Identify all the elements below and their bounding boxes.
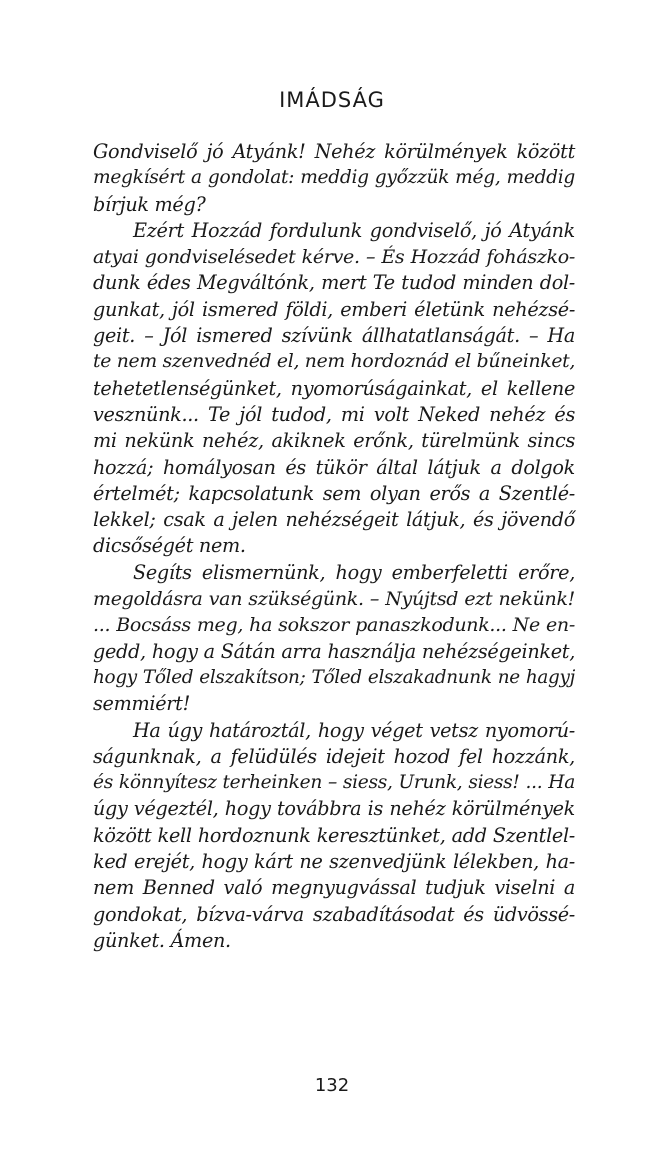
page-title: IMÁDSÁG <box>279 88 385 112</box>
text-line: mi nekünk nehéz, akiknek erőnk, türelmünk sincs <box>93 429 575 453</box>
text-line: te nem szenvednéd el, nem hordoznád el bűneinket, <box>93 351 576 373</box>
text-line: megoldásra van szükségünk. – Nyújtsd ezt nekünk! <box>93 588 575 611</box>
page-number: 132 <box>314 1075 350 1096</box>
text-line: hogy Tőled elszakítson; Tőled elszakadnunk ne hagyj <box>93 666 575 688</box>
text-line: között kell hordoznunk keresztünket, add Szentlel- <box>93 823 575 847</box>
text-line: megkísért a gondolat: meddig győzzük még, meddig <box>93 167 575 189</box>
text-line: vesznünk... Te jól tudod, mi volt Neked nehéz és <box>93 402 575 426</box>
text-line: gedd, hogy a Sátán arra használja nehézségeinket, <box>93 639 575 663</box>
text-line: bírjuk még? <box>93 192 206 216</box>
text-line: ságunknak, a felüdülés idejeit hozod fel hozzánk, <box>93 744 575 768</box>
text-line: dicsőségét nem. <box>93 534 246 558</box>
text-line: tehetetlenségünket, nyomorúságainkat, el kellene <box>93 376 575 400</box>
text-line: gondokat, bízva-várva szabadításodat és üdvössé- <box>93 902 575 926</box>
text-line: semmiért! <box>93 692 190 716</box>
text-line: Ezért Hozzád fordulunk gondviselő, jó Atyánk <box>133 218 575 242</box>
text-line: günket. Ámen. <box>93 928 231 952</box>
text-line: geit. – Jól ismered szívünk állhatatlanságát. – Ha <box>93 324 575 348</box>
text-line: Gondviselő jó Atyánk! Nehéz körülmények között <box>93 140 575 163</box>
text-line: lekkel; csak a jelen nehézségeit látjuk, és jövendő <box>93 508 575 532</box>
text-line: Segíts elismernünk, hogy emberfeletti erőre, <box>133 560 575 584</box>
prayer-text <box>93 139 575 954</box>
text-line: atyai gondviselésedet kérve. – És Hozzád fohászko- <box>93 246 575 269</box>
text-line: dunk édes Megváltónk, mert Te tudod minden dol- <box>93 271 575 295</box>
text-line: és könnyítesz terheinken – siess, Urunk, siess! ... Ha <box>93 772 575 794</box>
text-line: értelmét; kapcsolatunk sem olyan erős a Szentlé- <box>93 481 575 505</box>
text-line: Ha úgy határoztál, hogy véget vetsz nyomorú- <box>133 718 575 742</box>
text-line: ked erejét, hogy kárt ne szenvedjünk lélekben, ha- <box>93 850 575 874</box>
text-line: nem Benned való megnyugvással tudjuk viselni a <box>93 876 575 900</box>
text-line: hozzá; homályosan és tükör által látjuk a dolgok <box>93 455 575 479</box>
text-line: gunkat, jól ismered földi, emberi életünk nehézsé- <box>93 297 575 321</box>
text-line: ... Bocsáss meg, ha sokszor panaszkodunk... Ne en- <box>93 614 575 637</box>
text-line: úgy végeztél, hogy továbbra is nehéz körülmények <box>93 797 575 821</box>
